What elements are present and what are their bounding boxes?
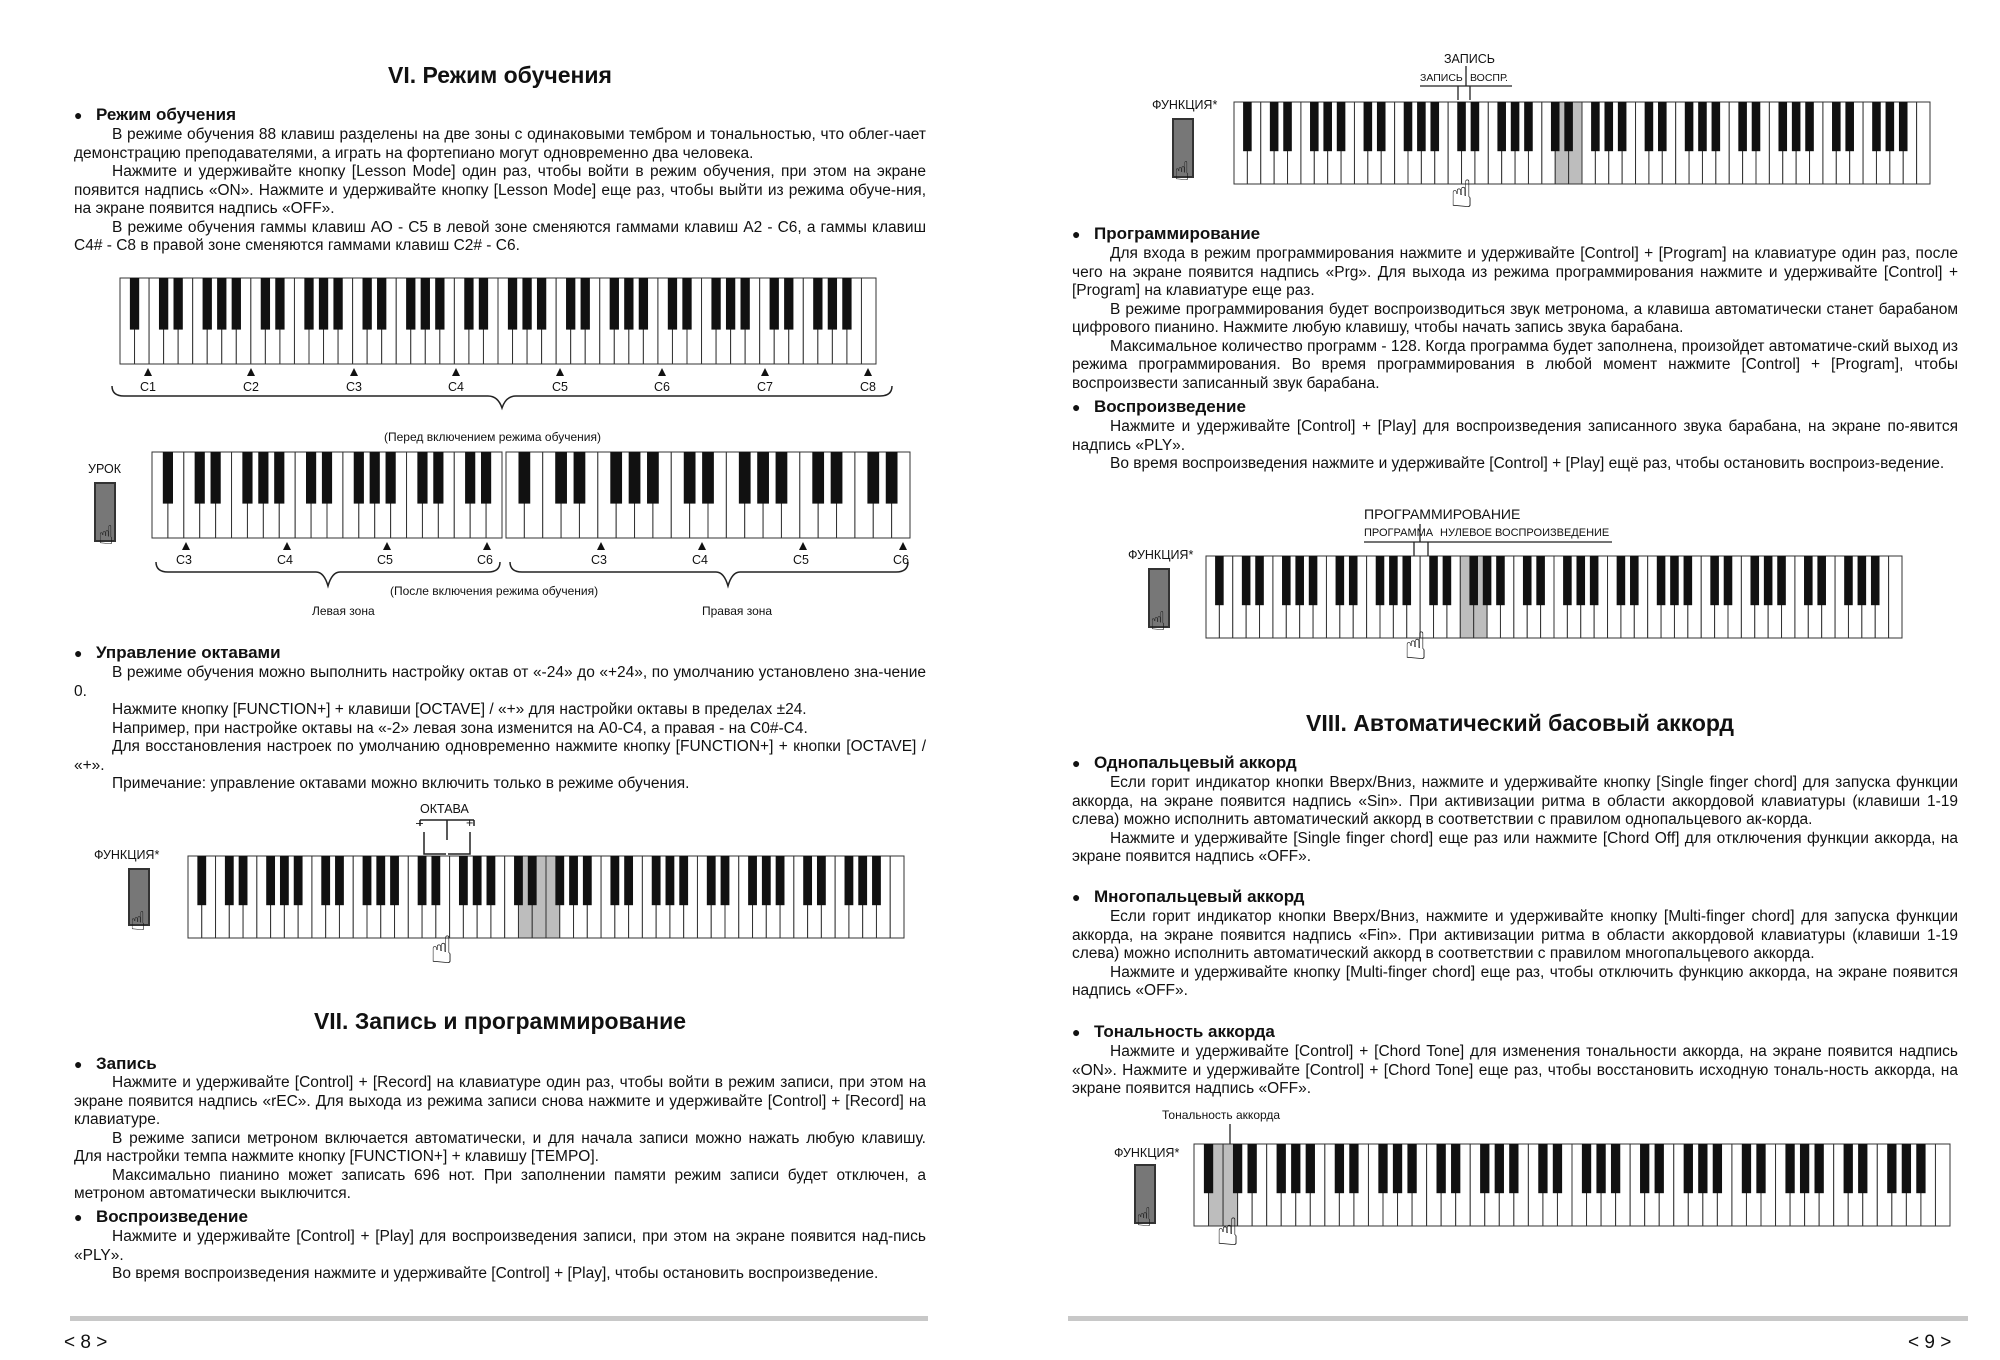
black-key [473, 856, 482, 905]
keyboard-octave [188, 856, 904, 938]
paragraph: Нажмите и удерживайте кнопку [Lesson Mode] один раз, чтобы войти в режим обучения, при этом на экране появится надпись «ON». Нажмите и удерживайте кнопку [Lesson Mode] еще раз, чтобы выйти из режима обуче-ния, на экране появится надпись «OFF». [74, 163, 926, 217]
section-7-title: VII. Запись и программирование [313, 1008, 687, 1034]
black-key [1844, 1144, 1853, 1193]
black-key [487, 856, 496, 905]
hand-icon: ☝ [98, 520, 114, 550]
paragraph: Нажмите и удерживайте [Control] + [Play] для воспроизведения записанного звука барабана, на экране по-явится надпись «PLY». [1072, 418, 1958, 454]
black-key [294, 856, 303, 905]
c-label: C1 [140, 380, 156, 394]
black-key [418, 856, 427, 905]
black-key [1640, 1144, 1649, 1193]
black-key [817, 856, 826, 905]
playback-text [74, 1228, 926, 1284]
right-playback-heading: ● Воспроизведение [1072, 397, 1246, 417]
octave-top-label: ОКТАВА [420, 802, 469, 816]
multi-finger-heading: ● Многопальцевый аккорд [1072, 887, 1304, 907]
record-text [74, 1074, 926, 1204]
c-label: C7 [757, 380, 773, 394]
hand-icon: ☝ [430, 930, 454, 972]
black-key [1655, 1144, 1664, 1193]
c-label: C5 [552, 380, 568, 394]
hand-icon: ☝ [1450, 174, 1474, 216]
zone-label: C4 [692, 553, 708, 567]
black-key [1393, 1144, 1402, 1193]
function-label: ФУНКЦИЯ* [1128, 548, 1194, 562]
paragraph: Нажмите и удерживайте [Control] + [Play] для воспроизведения записи, при этом на экране появится над-пись «PLY». [74, 1228, 926, 1264]
zone-label: C3 [176, 553, 192, 567]
black-key [1916, 1144, 1925, 1193]
zone-label: C3 [591, 553, 607, 567]
white-key [1935, 1144, 1950, 1226]
paragraph: Например, при настройке октавы на «-2» левая зона изменится на A0-C4, а правая - на C0#-C4. [112, 719, 808, 737]
black-key [1887, 1144, 1896, 1193]
hand-icon: ☝ [1174, 156, 1190, 186]
c-label: C6 [654, 380, 670, 394]
black-key [583, 856, 592, 905]
right-zone-label: Правая зона [702, 604, 773, 618]
black-key [459, 856, 468, 905]
single-finger-heading: ● Однопальцевый аккорд [1072, 753, 1297, 773]
black-key [762, 856, 771, 905]
zone-label: C6 [893, 553, 909, 567]
record-label: ЗАПИСЬ [1420, 72, 1463, 84]
octave-minus: – [416, 816, 423, 830]
zone-label: C5 [793, 553, 809, 567]
caption-before: (Перед включением режима обучения) [384, 430, 601, 444]
playback-heading: ● Воспроизведение [74, 1207, 248, 1227]
black-key [776, 856, 785, 905]
black-key [1713, 1144, 1722, 1193]
record-heading: ● Запись [74, 1054, 157, 1074]
black-key [1815, 1144, 1824, 1193]
paragraph: Нажмите и удерживайте [Control] + [Chord Tone] для изменения тональности аккорда, на экране появится надпись «ON». Нажмите и удерживайте [Control] + [Chord Tone] еще раз, чтобы восстановить исходную тональ-ность аккорда, на экране появится надпись «OFF». [1072, 1043, 1958, 1097]
paragraph: Если горит индикатор кнопки Вверх/Вниз, нажмите и удерживайте кнопку [Single finger chord] для запуска функции аккорда, на экране появится надпись «Sin». При активизации ритма в области аккордовой клавиатуры (клавиши 1-19 слева) можно исполнить автоматический аккорд в соответствии с правилом однопальцевого ак-корда. [1072, 774, 1959, 828]
piano-keys [1194, 1144, 1950, 1226]
black-key [1596, 1144, 1605, 1193]
black-key [1335, 1144, 1344, 1193]
black-key [1800, 1144, 1809, 1193]
black-key [1582, 1144, 1591, 1193]
black-key [748, 856, 757, 905]
black-key [1378, 1144, 1387, 1193]
black-key [1509, 1144, 1518, 1193]
black-key [1553, 1144, 1562, 1193]
paragraph: В режиме обучения 88 клавиш разделены на две зоны с одинаковыми тембром и тональностью, что облег-чает демонстрацию преподавателями, а играть на фортепиано могут одновременно два человека. [74, 126, 926, 162]
function-label: ФУНКЦИЯ* [1114, 1146, 1180, 1160]
black-key [1248, 1144, 1257, 1193]
c-label: C4 [448, 380, 464, 394]
chord-tone-heading: ● Тональность аккорда [1072, 1022, 1275, 1042]
function-label: ФУНКЦИЯ* [94, 848, 160, 862]
black-key [845, 856, 854, 905]
paragraph: Если горит индикатор кнопки Вверх/Вниз, нажмите и удерживайте кнопку [Multi-finger chord] для запуска функции аккорда, на экране появится надпись «Fin». При активизации ритма в области аккордовой клавиатуры (клавиши 1-19 слева) можно исполнить автоматический аккорд в соответствии с правилом многопальцевого аккорда. [1072, 908, 1958, 962]
black-key [1291, 1144, 1300, 1193]
keyboard-chord-tone [1194, 1144, 1950, 1226]
black-key [610, 856, 619, 905]
black-key [569, 856, 578, 905]
paragraph: Максимально пианино может записать 696 нот. При заполнении памяти режим записи будет отключен, а метроном автоматически выключится. [74, 1166, 926, 1202]
paragraph: В режиме обучения гаммы клавиш АО - C5 в левой зоне сменяются гаммами клавиш A2 - C6, а гаммы клавиш C4# - C8 в правой зоне сменяются гаммами клавиш C2# - C6. [74, 218, 926, 254]
white-key [890, 856, 904, 938]
paragraph: Нажмите кнопку [FUNCTION+] + клавиши [OCTAVE] / «+» для настройки октавы в пределах ±24. [112, 701, 807, 718]
black-key [679, 856, 688, 905]
paragraph: Во время воспроизведения нажмите и удерживайте [Control] + [Play], чтобы остановить воспроизведение. [112, 1265, 879, 1282]
piano-keys [188, 856, 904, 938]
black-key [624, 856, 633, 905]
black-key [1742, 1144, 1751, 1193]
paragraph: Нажмите и удерживайте [Single finger chord] еще раз или нажмите [Chord Off] для отключения функции аккорда, на экране появится надпись «OFF». [1072, 829, 1958, 865]
paragraph: В режиме записи метроном включается автоматически, и для начала записи можно нажать любую клавишу. Для настройки темпа нажмите кнопку [FUNCTION+] + клавишу [TEMPO]. [74, 1129, 926, 1165]
program-label: ПРОГРАММА [1364, 527, 1434, 539]
octave-heading: ● Управление октавами [74, 643, 281, 663]
black-key [376, 856, 385, 905]
black-key [528, 856, 537, 905]
right-page [1000, 0, 2000, 1360]
paragraph: Во время воспроизведения нажмите и удерживайте [Control] + [Play] ещё раз, чтобы остановить воспроиз-ведение. [1110, 455, 1945, 472]
hand-icon: ☝ [1136, 1202, 1152, 1232]
black-key [239, 856, 248, 905]
black-key [555, 856, 564, 905]
black-key [1204, 1144, 1213, 1193]
black-key [514, 856, 523, 905]
black-key [1538, 1144, 1547, 1193]
black-key [1495, 1144, 1504, 1193]
hand-icon: ☝ [1404, 626, 1428, 668]
black-key [197, 856, 206, 905]
black-key [1233, 1144, 1242, 1193]
paragraph: Для входа в режим программирования нажмите и удерживайте [Control] + [Program] на клавиатуре один раз, после чего на экране появится надпись «Prg». Для выхода из режима программирования нажмите и удерживайте [Control] + [Program] на клавиатуре еще раз. [1072, 245, 1958, 299]
function-label: ФУНКЦИЯ* [1152, 98, 1218, 112]
lesson-mode-heading: ● Режим обучения [74, 105, 236, 125]
paragraph: Нажмите и удерживайте кнопку [Multi-finger chord] еще раз, чтобы отключить функцию аккорда, на экране появится надпись «OFF». [1072, 963, 1958, 999]
black-key [1684, 1144, 1693, 1193]
black-key [1858, 1144, 1867, 1193]
paragraph: Нажмите и удерживайте [Control] + [Record] на клавиатуре один раз, чтобы войти в режим записи, при этом на экране появится надпись «rEC». Для выхода из режима записи снова нажмите и удерживайте [Control] + [Record] на клавиатуре. [74, 1074, 926, 1128]
black-key [390, 856, 399, 905]
hand-icon: ☝ [130, 906, 146, 936]
zone-label: C6 [477, 553, 493, 567]
black-key [1349, 1144, 1358, 1193]
black-key [1756, 1144, 1765, 1193]
black-key [431, 856, 440, 905]
paragraph: В режиме программирования будет воспроизводиться звук метронома, а клавиша автоматически станет барабаном цифрового пианино. Нажмите любую клавишу, чтобы начать запись звука барабана. [1072, 300, 1958, 336]
left-zone-label: Левая зона [312, 604, 375, 618]
paragraph: В режиме обучения можно выполнить настройку октав от «-24» до «+24», по умолчанию установлено зна-чение 0. [74, 664, 926, 700]
black-key [1785, 1144, 1794, 1193]
caption-after: (После включения режима обучения) [390, 584, 599, 598]
black-key [363, 856, 372, 905]
section-8-title: VIII. Автоматический басовый аккорд [1306, 710, 1734, 736]
footer-rule [1068, 1316, 1968, 1321]
c-label: C2 [243, 380, 259, 394]
black-key [803, 856, 812, 905]
lesson-button-label: УРОК [88, 462, 122, 476]
black-key [321, 856, 330, 905]
black-key [266, 856, 275, 905]
paragraph: Примечание: управление октавами можно включить только в режиме обучения. [112, 775, 690, 792]
zone-label: C5 [377, 553, 393, 567]
black-key [1451, 1144, 1460, 1193]
black-key [1902, 1144, 1911, 1193]
page-number: < 9 > [1908, 1332, 1952, 1353]
black-key [1698, 1144, 1707, 1193]
record-top-label: ЗАПИСЬ [1444, 52, 1495, 66]
octave-plus: + [466, 816, 474, 830]
black-key [280, 856, 289, 905]
black-key [1407, 1144, 1416, 1193]
black-key [1306, 1144, 1315, 1193]
c-label: C8 [860, 380, 876, 394]
chord-tone-label: Тональность аккорда [1162, 1108, 1281, 1122]
page-number: < 8 > [64, 1332, 108, 1353]
paragraph: Максимальное количество программ - 128. Когда программа будет заполнена, произойдет автоматиче-ский выход из режима программирования. Во время программирования в любой момент нажмите [Control] + [Program], чтобы воспроизвести записанный звук барабана. [1072, 337, 1958, 392]
paragraph: Для восстановления настроек по умолчанию одновременно нажмите кнопку [FUNCTION+] + кнопки [OCTAVE] / «+». [74, 738, 926, 774]
programming-top-label: ПРОГРАММИРОВАНИЕ [1364, 506, 1521, 522]
black-key [858, 856, 867, 905]
section-6-title: VI. Режим обучения [388, 62, 612, 88]
zone-label: C4 [277, 553, 293, 567]
hand-icon: ☝ [1216, 1212, 1240, 1254]
black-key [1480, 1144, 1489, 1193]
black-key [652, 856, 661, 905]
black-key [707, 856, 716, 905]
black-key [1437, 1144, 1446, 1193]
black-key [666, 856, 675, 905]
hand-icon: ☝ [1150, 606, 1166, 636]
black-key [872, 856, 881, 905]
black-key [1611, 1144, 1620, 1193]
programming-heading: ● Программирование [1072, 224, 1260, 244]
black-key [225, 856, 234, 905]
playback-label: ВОСПР. [1470, 72, 1508, 84]
black-key [335, 856, 344, 905]
zero-playback-label: НУЛЕВОЕ ВОСПРОИЗВЕДЕНИЕ [1440, 527, 1610, 539]
black-key [721, 856, 730, 905]
c-label: C3 [346, 380, 362, 394]
footer-rule [70, 1316, 928, 1321]
black-key [1277, 1144, 1286, 1193]
